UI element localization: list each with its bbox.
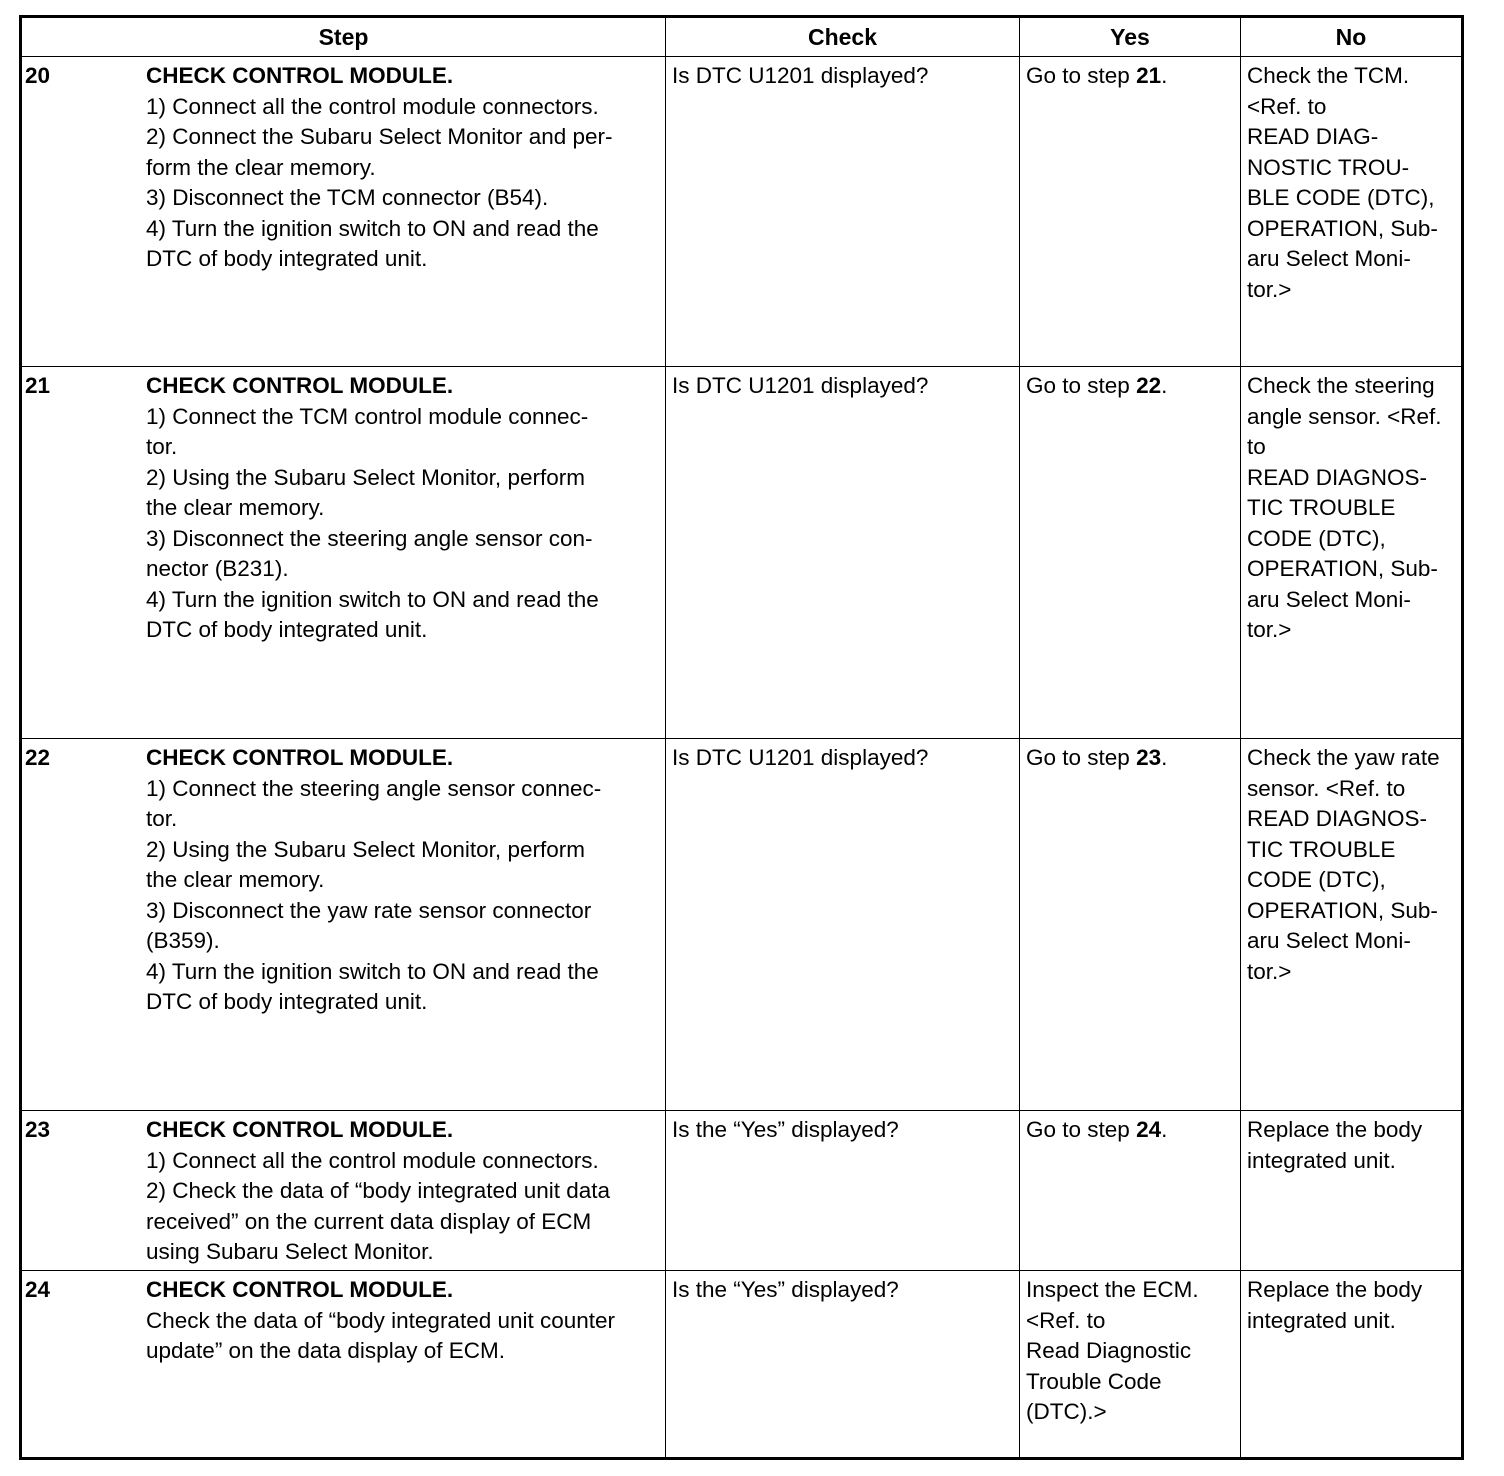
no-line: OPERATION, Sub- bbox=[1247, 556, 1438, 581]
step-number: 20 bbox=[25, 63, 51, 88]
step-line: form the clear memory. bbox=[146, 154, 376, 180]
no-line: integrated unit. bbox=[1247, 1147, 1396, 1173]
yes-step-number: 23 bbox=[1136, 745, 1162, 770]
table-row bbox=[21, 739, 1463, 1111]
step-line: 4) Turn the ignition switch to ON and read the bbox=[146, 215, 599, 241]
yes-cell bbox=[1020, 367, 1241, 739]
step-line: 4) Turn the ignition switch to ON and read the bbox=[146, 586, 599, 612]
yes-cell bbox=[1020, 1111, 1241, 1271]
step-line: 1) Connect the steering angle sensor connec- bbox=[146, 775, 602, 801]
step-cell bbox=[21, 367, 666, 739]
yes-step-number: 24 bbox=[1136, 1117, 1162, 1142]
step-line: received” on the current data display of ECM bbox=[146, 1208, 592, 1234]
yes-line: Read Diagnostic bbox=[1026, 1338, 1192, 1363]
step-number: 24 bbox=[25, 1277, 51, 1302]
no-line: aru Select Moni- bbox=[1247, 928, 1411, 953]
no-line: to bbox=[1247, 434, 1266, 459]
check-cell: Is DTC U1201 displayed? bbox=[666, 739, 1020, 1111]
no-line: tor.> bbox=[1247, 276, 1292, 302]
yes-cell bbox=[1020, 57, 1241, 367]
step-title: CHECK CONTROL MODULE. bbox=[146, 1277, 454, 1302]
no-cell bbox=[1241, 1271, 1463, 1459]
yes-text: Go to step bbox=[1026, 745, 1137, 770]
check-cell: Is DTC U1201 displayed? bbox=[666, 367, 1020, 739]
step-line: nector (B231). bbox=[146, 556, 289, 581]
no-line: Replace the body bbox=[1247, 1277, 1423, 1302]
step-line: the clear memory. bbox=[146, 867, 325, 892]
step-cell bbox=[21, 57, 666, 367]
step-line: DTC of body integrated unit. bbox=[146, 246, 428, 271]
yes-text: Go to step bbox=[1026, 373, 1137, 398]
header-no: No bbox=[1241, 17, 1463, 57]
step-line: 2) Using the Subaru Select Monitor, perform bbox=[146, 836, 585, 862]
step-line: DTC of body integrated unit. bbox=[146, 989, 428, 1014]
step-number: 23 bbox=[25, 1117, 51, 1142]
step-line: 2) Using the Subaru Select Monitor, perform bbox=[146, 464, 585, 490]
yes-line: <Ref. to bbox=[1026, 1307, 1106, 1333]
step-number: 21 bbox=[25, 373, 51, 398]
no-cell bbox=[1241, 739, 1463, 1111]
no-line: TIC TROUBLE bbox=[1247, 836, 1396, 862]
step-line: 2) Check the data of “body integrated unit data bbox=[146, 1178, 611, 1203]
no-line: OPERATION, Sub- bbox=[1247, 897, 1438, 923]
step-cell bbox=[21, 1111, 666, 1271]
step-line: 3) Disconnect the steering angle sensor con- bbox=[146, 525, 593, 551]
yes-step-number: 22 bbox=[1136, 373, 1162, 398]
header-row bbox=[21, 17, 1463, 57]
no-line: aru Select Moni- bbox=[1247, 586, 1411, 612]
yes-line: Trouble Code bbox=[1026, 1368, 1162, 1394]
yes-suffix: . bbox=[1161, 1117, 1168, 1142]
no-line: BLE CODE (DTC), bbox=[1247, 185, 1435, 210]
no-line: aru Select Moni- bbox=[1247, 246, 1411, 271]
table-row bbox=[21, 1111, 1463, 1271]
yes-text: Go to step bbox=[1026, 63, 1137, 88]
header-check: Check bbox=[666, 17, 1020, 57]
step-cell bbox=[21, 739, 666, 1111]
diagnostic-table bbox=[19, 15, 1464, 1460]
header-yes: Yes bbox=[1020, 17, 1241, 57]
no-line: OPERATION, Sub- bbox=[1247, 215, 1438, 241]
step-line: tor. bbox=[146, 806, 178, 831]
step-title: CHECK CONTROL MODULE. bbox=[146, 1117, 454, 1142]
step-title: CHECK CONTROL MODULE. bbox=[146, 63, 454, 88]
no-line: READ DIAGNOS- bbox=[1247, 806, 1428, 831]
no-line: integrated unit. bbox=[1247, 1307, 1396, 1333]
step-line: update” on the data display of ECM. bbox=[146, 1338, 505, 1363]
table-row bbox=[21, 367, 1463, 739]
no-line: sensor. <Ref. to bbox=[1247, 775, 1406, 801]
step-line: 1) Connect the TCM control module connec- bbox=[146, 403, 589, 429]
yes-line: Inspect the ECM. bbox=[1026, 1277, 1199, 1302]
table-row bbox=[21, 57, 1463, 367]
step-title: CHECK CONTROL MODULE. bbox=[146, 745, 454, 770]
no-line: <Ref. to bbox=[1247, 93, 1327, 119]
step-line: DTC of body integrated unit. bbox=[146, 617, 428, 642]
header-step: Step bbox=[21, 17, 666, 57]
no-line: tor.> bbox=[1247, 617, 1292, 642]
step-line: 1) Connect all the control module connectors. bbox=[146, 93, 599, 119]
step-line: 3) Disconnect the TCM connector (B54). bbox=[146, 185, 549, 210]
check-cell: Is the “Yes” displayed? bbox=[666, 1271, 1020, 1459]
step-line: using Subaru Select Monitor. bbox=[146, 1239, 434, 1264]
no-line: READ DIAG- bbox=[1247, 124, 1379, 149]
no-cell bbox=[1241, 367, 1463, 739]
yes-cell bbox=[1020, 1271, 1241, 1459]
step-line: 2) Connect the Subaru Select Monitor and per- bbox=[146, 124, 613, 149]
no-line: Check the yaw rate bbox=[1247, 745, 1440, 770]
no-cell bbox=[1241, 57, 1463, 367]
yes-cell bbox=[1020, 739, 1241, 1111]
step-line: tor. bbox=[146, 434, 178, 459]
no-line: READ DIAGNOS- bbox=[1247, 464, 1428, 490]
step-line: (B359). bbox=[146, 928, 220, 953]
check-cell: Is the “Yes” displayed? bbox=[666, 1111, 1020, 1271]
yes-text: Go to step bbox=[1026, 1117, 1137, 1142]
step-line: the clear memory. bbox=[146, 495, 325, 520]
yes-suffix: . bbox=[1161, 63, 1168, 88]
check-cell: Is DTC U1201 displayed? bbox=[666, 57, 1020, 367]
no-line: NOSTIC TROU- bbox=[1247, 154, 1410, 180]
no-line: tor.> bbox=[1247, 958, 1292, 984]
no-line: Replace the body bbox=[1247, 1117, 1423, 1142]
yes-line: (DTC).> bbox=[1026, 1399, 1107, 1424]
yes-suffix: . bbox=[1161, 745, 1168, 770]
no-line: TIC TROUBLE bbox=[1247, 495, 1396, 520]
no-line: Check the steering bbox=[1247, 373, 1435, 398]
yes-suffix: . bbox=[1161, 373, 1168, 398]
table-row bbox=[21, 1271, 1463, 1459]
yes-step-number: 21 bbox=[1136, 63, 1162, 88]
no-line: Check the TCM. bbox=[1247, 63, 1410, 88]
step-line: 3) Disconnect the yaw rate sensor connector bbox=[146, 897, 592, 923]
step-line: Check the data of “body integrated unit counter bbox=[146, 1307, 616, 1333]
no-cell bbox=[1241, 1111, 1463, 1271]
step-title: CHECK CONTROL MODULE. bbox=[146, 373, 454, 398]
step-number: 22 bbox=[25, 745, 51, 770]
step-line: 1) Connect all the control module connectors. bbox=[146, 1147, 599, 1173]
no-line: CODE (DTC), bbox=[1247, 525, 1386, 551]
no-line: angle sensor. <Ref. bbox=[1247, 403, 1442, 429]
no-line: CODE (DTC), bbox=[1247, 867, 1386, 892]
step-cell bbox=[21, 1271, 666, 1459]
step-line: 4) Turn the ignition switch to ON and read the bbox=[146, 958, 599, 984]
